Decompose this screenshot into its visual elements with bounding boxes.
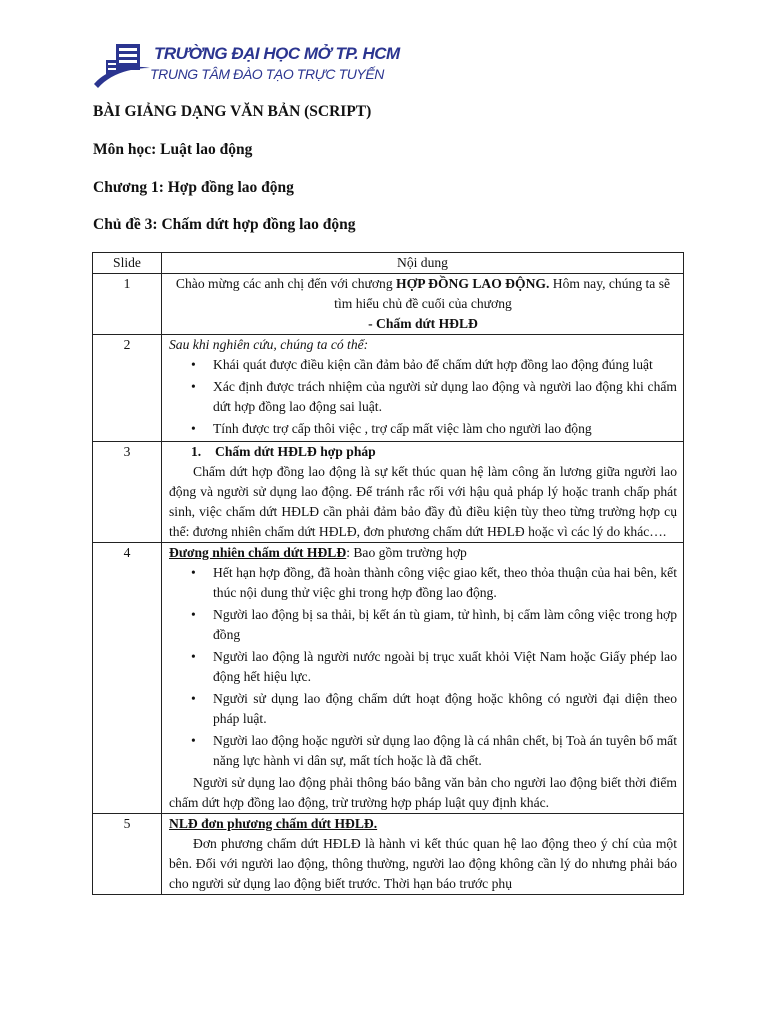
slide-number: 2 xyxy=(93,335,162,442)
cases-list xyxy=(169,563,677,771)
section-title: Đương nhiên chấm dứt HĐLĐ xyxy=(169,545,347,560)
table-row xyxy=(93,814,684,895)
welcome-text-end: Hôm nay, chúng ta sẽ tìm hiểu chủ đề cuối của chương xyxy=(334,276,671,311)
course-heading: Môn học: Luật lao động xyxy=(93,141,253,158)
table-row xyxy=(93,543,684,814)
slide-number: 1 xyxy=(93,274,162,335)
table-row xyxy=(93,274,684,335)
slide-content xyxy=(162,274,684,335)
section-body: Chấm dứt hợp đồng lao động là sự kết thúc quan hệ làm công ăn lương giữa người lao động và người sử dụng lao động. Để tránh rắc rối với hậu quả pháp lý hoặc tranh chấp phát sinh, việc chấm dứt HĐLĐ cần phải đảm bảo đầy đủ điều kiện tùy theo từng trường hợp cụ thể: đương nhiên chấm dứt HĐLĐ, đơn phương chấm dứt HĐLĐ hoặc vì các lý do khác…. xyxy=(169,464,677,539)
university-logo xyxy=(92,40,400,92)
table-row xyxy=(93,442,684,543)
slide-content xyxy=(162,543,684,814)
section-title: Chấm dứt HĐLĐ hợp pháp xyxy=(215,444,376,459)
list-item: • Người lao động bị sa thải, bị kết án tù giam, tử hình, bị cấm làm công việc trong hợp đồng xyxy=(169,605,677,645)
chapter-name-bold: HỢP ĐỒNG LAO ĐỘNG. xyxy=(396,276,550,291)
slide-content xyxy=(162,442,684,543)
book-logo-icon xyxy=(92,40,152,92)
list-item: • Tính được trợ cấp thôi việc , trợ cấp mất việc làm cho người lao động xyxy=(169,419,677,439)
slide-number: 5 xyxy=(93,814,162,895)
section-title: NLĐ đơn phương chấm dứt HĐLĐ. xyxy=(169,816,378,831)
list-item: • Người sử dụng lao động chấm dứt hoạt động hoặc không có người đại diện theo pháp luật. xyxy=(169,689,677,729)
document-title: BÀI GIẢNG DẠNG VĂN BẢN (SCRIPT) xyxy=(93,103,372,120)
header-slide: Slide xyxy=(93,253,162,274)
slide-number: 3 xyxy=(93,442,162,543)
section-heading xyxy=(169,442,677,462)
list-item: • Khái quát được điều kiện cần đảm bảo để chấm dứt hợp đồng lao động đúng luật xyxy=(169,355,677,375)
table-row xyxy=(93,335,684,442)
welcome-text xyxy=(169,274,677,314)
script-table xyxy=(92,252,684,895)
objectives-list xyxy=(169,355,677,439)
slide-content xyxy=(162,814,684,895)
section-heading xyxy=(169,543,677,563)
logo-university-name: TRƯỜNG ĐẠI HỌC MỞ TP. HCM xyxy=(154,44,400,63)
list-item: • Hết hạn hợp đồng, đã hoàn thành công việc giao kết, theo thỏa thuận của hai bên, kết thúc nội dung thử việc ghi trong hợp đồng lao động. xyxy=(169,563,677,603)
slide-number: 4 xyxy=(93,543,162,814)
section-title-suffix: : Bao gồm trường hợp xyxy=(346,545,467,560)
slide-content xyxy=(162,335,684,442)
list-item: • Người lao động là người nước ngoài bị trục xuất khỏi Việt Nam hoặc Giấy phép lao động hết hiệu lực. xyxy=(169,647,677,687)
list-item: • Người lao động hoặc người sử dụng lao động là cá nhân chết, bị Toà án tuyên bố mất năng lực hành vi dân sự, mất tích hoặc là đã chết. xyxy=(169,731,677,771)
topic-line: - Chấm dứt HĐLĐ xyxy=(368,316,478,331)
section-body: Đơn phương chấm dứt HĐLĐ là hành vi kết thúc quan hệ lao động theo ý chí của một bên. Đối với người lao động, thông thường, người lao động không cần lý do nhưng phải báo cho người sử dụng lao động biết trước. Thời hạn báo trước phụ xyxy=(169,836,677,891)
table-header-row xyxy=(93,253,684,274)
chapter-heading: Chương 1: Hợp đồng lao động xyxy=(93,179,294,196)
closing-paragraph: Người sử dụng lao động phải thông báo bằng văn bản cho người lao động biết thời điểm chấm dứt hợp đồng lao động, trừ trường hợp pháp luật quy định khác. xyxy=(169,775,677,810)
section-number: 1. xyxy=(191,444,202,459)
list-item: • Xác định được trách nhiệm của người sử dụng lao động và người lao động khi chấm dứt hợp đồng lao động sai luật. xyxy=(169,377,677,417)
objectives-intro: Sau khi nghiên cứu, chúng ta có thể: xyxy=(169,337,369,352)
topic-heading: Chủ đề 3: Chấm dứt hợp đồng lao động xyxy=(93,216,356,233)
header-content: Nội dung xyxy=(162,253,684,274)
logo-center-name: TRUNG TÂM ĐÀO TẠO TRỰC TUYẾN xyxy=(150,66,385,82)
welcome-text-start: Chào mừng các anh chị đến với chương xyxy=(175,276,397,291)
